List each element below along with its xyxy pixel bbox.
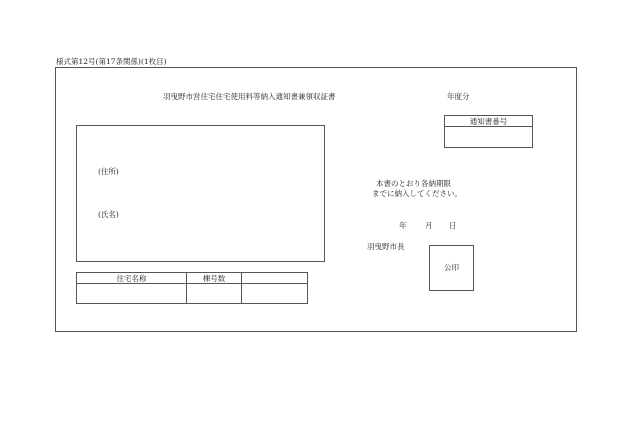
table-value-blank — [242, 284, 307, 303]
seal-box — [429, 245, 474, 291]
notice-number-value — [445, 127, 532, 147]
notice-number-box — [444, 115, 533, 148]
form-label: 様式第12号(第17条関係)(1枚目) — [56, 57, 167, 66]
payment-message-line1: 本書のとおり各納期限 — [376, 179, 451, 188]
date-day: 日 — [449, 221, 457, 230]
mayor-label: 羽曳野市長 — [367, 242, 405, 251]
date-year: 年 — [399, 221, 407, 230]
fiscal-year-label: 年度分 — [447, 92, 470, 101]
payment-message-line2: までに納入してください。 — [372, 189, 462, 198]
table-header-building-number: 棟号数 — [187, 273, 242, 284]
seal-label: 公印 — [444, 263, 459, 272]
date-month: 月 — [425, 221, 433, 230]
address-label: (住所) — [98, 167, 119, 176]
table-header-blank — [242, 273, 307, 284]
table-value-building-number — [187, 284, 242, 303]
notice-number-header: 通知書番号 — [445, 116, 532, 127]
address-box — [76, 125, 325, 262]
housing-table — [76, 272, 308, 304]
table-header-housing-name: 住宅名称 — [77, 273, 187, 284]
table-value-housing-name — [77, 284, 187, 303]
form-title: 羽曳野市営住宅住宅使用料等納入通知書兼領収証書 — [163, 92, 336, 101]
name-label: (氏名) — [98, 210, 119, 219]
